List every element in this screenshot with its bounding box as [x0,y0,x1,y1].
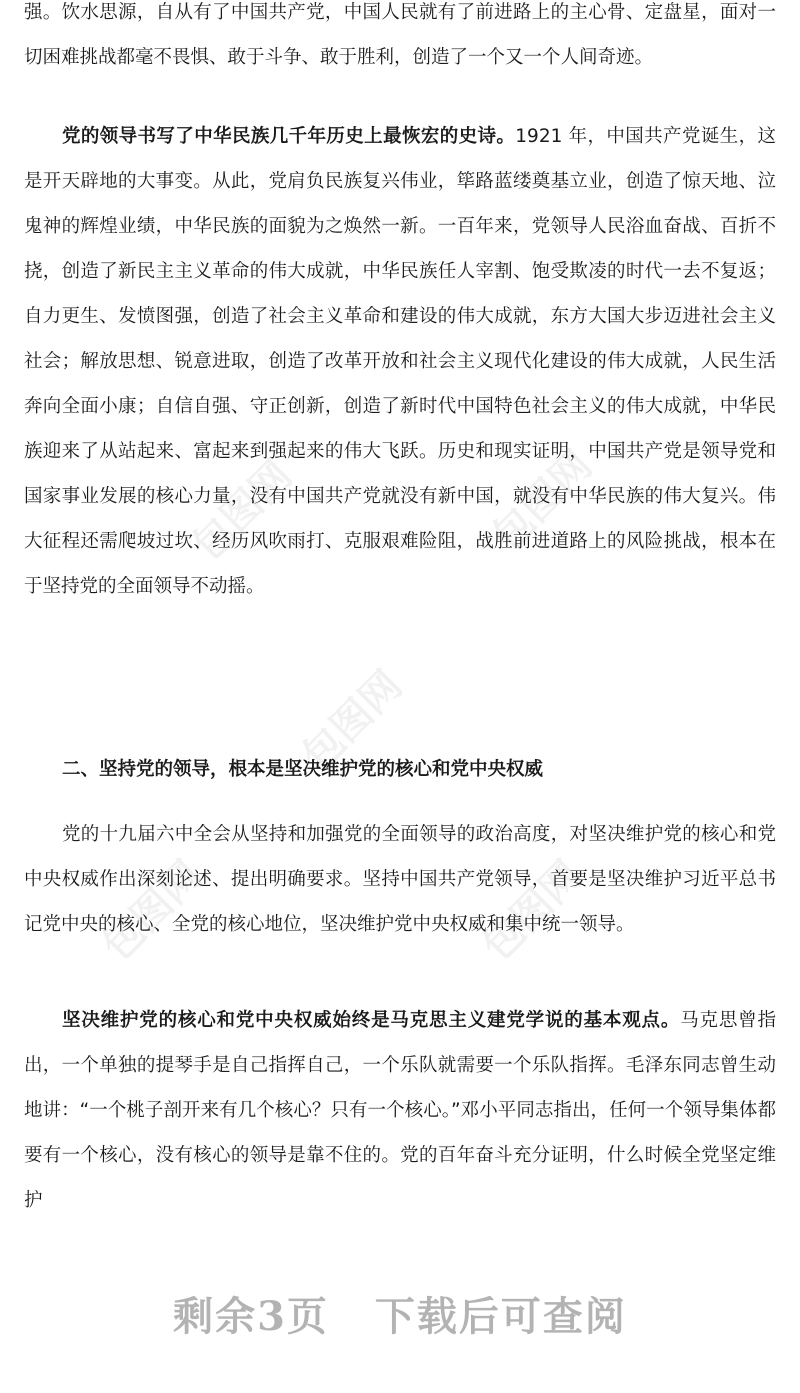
paragraph-text: 强。饮水思源，自从有了中国共产党，中国人民就有了前进路上的主心骨、定盘星，面对一切困难挑战都毫不畏惧、敢于斗争、敢于胜利，创造了一个又一个人间奇迹。 [24,2,776,68]
watermark-logo: 包图网 [473,852,592,970]
remaining-pages-label: 剩余3页 [173,1293,329,1340]
paragraph-text: 马克思曾指出，一个单独的提琴手是自己指挥自己，一个乐队就需要一个乐队指挥。毛泽东同志曾生动地讲：“一个桃子剖开来有几个核心？只有一个核心。”邓小平同志指出，任何一个领导集体都要有一个核心，没有核心的领导是靠不住的。党的百年奋斗充分证明，什么时候全党坚定维护 [24,1010,776,1211]
download-to-view-label: 下载后可查阅 [374,1293,627,1340]
paragraph-sixth-plenary [24,812,776,947]
watermark-logo: 包图网 [293,662,412,780]
paragraph-lead-sentence: 党的领导书写了中华民族几千年历史上最恢宏的史诗。 [62,126,516,147]
paragraph-lead-sentence: 坚决维护党的核心和党中央权威始终是马克思主义建党学说的基本观点。 [62,1010,681,1031]
paragraph-marxist-theory [24,998,776,1223]
paragraph-text: 1921 年，中国共产党诞生，这是开天辟地的大事变。从此，党肩负民族复兴伟业，筚路蓝缕奠基立业，创造了惊天地、泣鬼神的辉煌业绩，中华民族的面貌为之焕然一新。一百年来，党领导人民浴血奋战、百折不挠，创造了新民主主义革命的伟大成就，中华民族任人宰割、饱受欺凌的时代一去不复返；自力更生、发愤图强，创造了社会主义革命和建设的伟大成就，东方大国大步迈进社会主义社会；解放思想、锐意进取，创造了改革开放和社会主义现代化建设的伟大成就，人民生活奔向全面小康；自信自强、守正创新，创造了新时代中国特色社会主义的伟大成就，中华民族迎来了从站起来、富起来到强起来的伟大飞跃。历史和现实证明，中国共产党是领导党和国家事业发展的核心力量，没有中国共产党就没有新中国，就没有中华民族的伟大复兴。伟大征程还需爬坡过坎、经历风吹雨打、克服艰难险阻，战胜前进道路上的风险挑战，根本在于坚持党的全面领导不动摇。 [24,126,776,597]
watermark-logo: 包图网 [93,852,212,970]
paragraph-text: 党的十九届六中全会从坚持和加强党的全面领导的政治高度，对坚决维护党的核心和党中央权威作出深刻论述、提出明确要求。坚持中国共产党领导，首要是坚决维护习近平总书记党中央的核心、全党的核心地位，坚决维护党中央权威和集中统一领导。 [24,824,776,935]
download-prompt-banner[interactable] [0,1285,800,1342]
paragraph-continuation [24,0,776,80]
watermark-logo: 包图网 [483,442,602,560]
paragraph-party-leadership-epic [24,114,776,609]
section-heading: 二、坚持党的领导，根本是坚决维护党的核心和党中央权威 [62,759,544,780]
watermark-logo: 包图网 [183,452,302,570]
